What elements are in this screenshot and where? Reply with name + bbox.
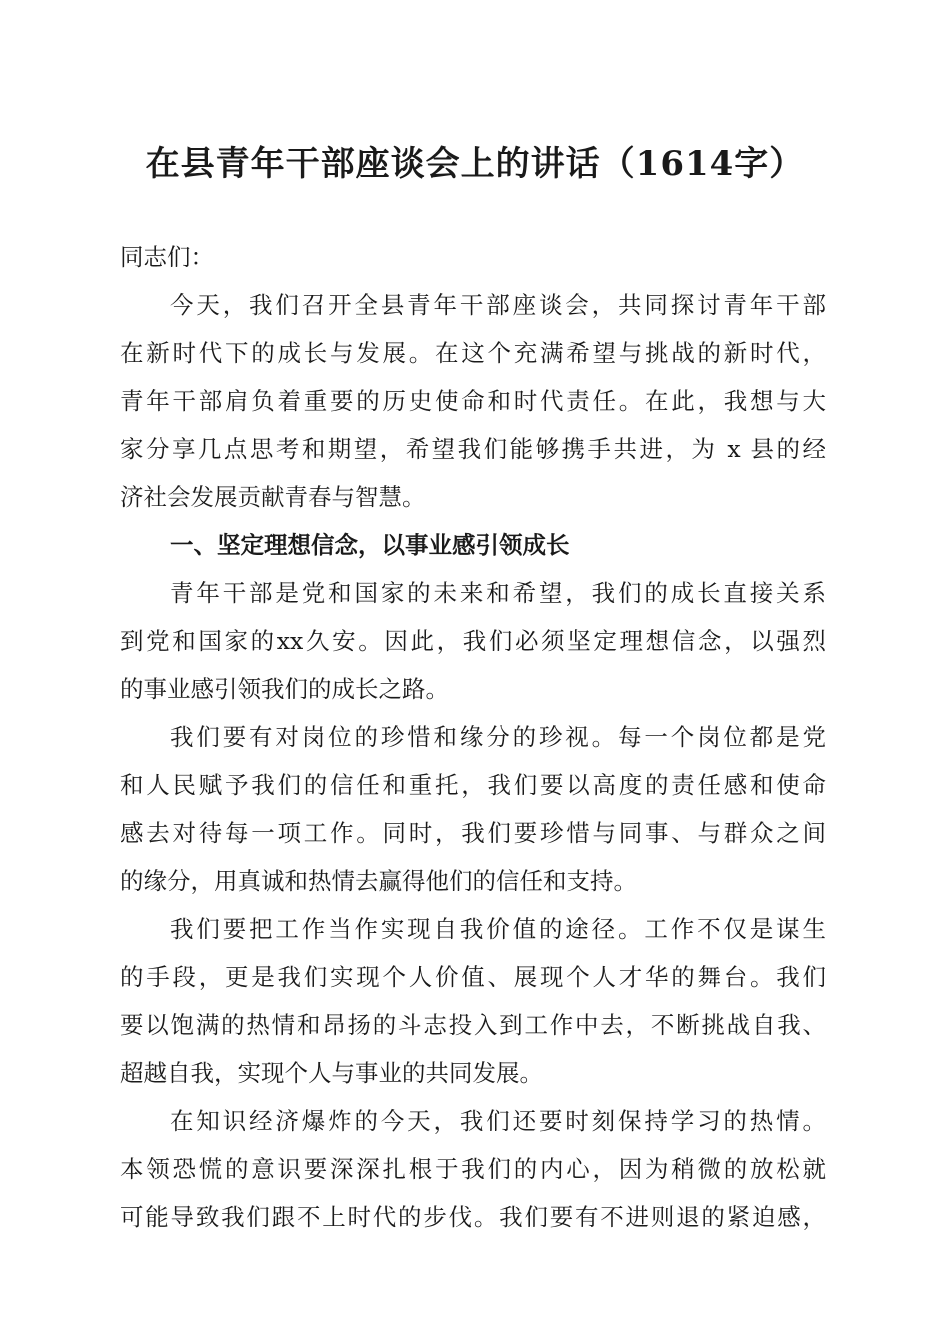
paragraph-line: 青年干部肩负着重要的历史使命和时代责任。在此，我想与大 [120, 387, 826, 415]
paragraph-line: 要以饱满的热情和昂扬的斗志投入到工作中去，不断挑战自我、 [120, 1011, 826, 1039]
paragraph-5 [120, 1097, 826, 1241]
paragraph-line: 本领恐慌的意识要深深扎根于我们的内心，因为稍微的放松就 [120, 1155, 826, 1183]
paragraph-line: 的手段，更是我们实现个人价值、展现个人才华的舞台。我们 [120, 963, 826, 991]
paragraph-line: 的缘分，用真诚和热情去赢得他们的信任和支持。 [120, 867, 637, 895]
paragraph-4 [120, 905, 826, 1097]
document-body [120, 233, 826, 1241]
paragraph-line: 和人民赋予我们的信任和重托，我们要以高度的责任感和使命 [120, 771, 826, 799]
paragraph-line: 在新时代下的成长与发展。在这个充满希望与挑战的新时代， [120, 339, 826, 367]
paragraph-line: 的事业感引领我们的成长之路。 [120, 675, 449, 703]
paragraph-line: 感去对待每一项工作。同时，我们要珍惜与同事、与群众之间 [120, 819, 826, 847]
paragraph-line: 我们要把工作当作实现自我价值的途径。工作不仅是谋生 [170, 915, 826, 943]
paragraph-line: 济社会发展贡献青春与智慧。 [120, 483, 426, 511]
paragraph-line: 可能导致我们跟不上时代的步伐。我们要有不进则退的紧迫感， [120, 1203, 826, 1231]
paragraph-2 [120, 569, 826, 713]
paragraph-line: 在知识经济爆炸的今天，我们还要时刻保持学习的热情。 [170, 1107, 826, 1135]
paragraph-line: 青年干部是党和国家的未来和希望，我们的成长直接关系 [170, 579, 826, 607]
paragraph-1 [120, 281, 826, 521]
salutation: 同志们： [120, 243, 214, 271]
paragraph-line: 到党和国家的xx久安。因此，我们必须坚定理想信念，以强烈 [120, 627, 826, 655]
paragraph-line: 我们要有对岗位的珍惜和缘分的珍视。每一个岗位都是党 [170, 723, 826, 751]
paragraph-line: 今天，我们召开全县青年干部座谈会，共同探讨青年干部 [170, 291, 826, 319]
paragraph-line: 家分享几点思考和期望，希望我们能够携手共进，为 x 县的经 [120, 435, 826, 463]
paragraph-line: 超越自我，实现个人与事业的共同发展。 [120, 1059, 543, 1087]
section-heading-1: 一、坚定理想信念，以事业感引领成长 [170, 531, 570, 559]
document-title: 在县青年干部座谈会上的讲话（1614字） [145, 144, 805, 184]
paragraph-3 [120, 713, 826, 905]
